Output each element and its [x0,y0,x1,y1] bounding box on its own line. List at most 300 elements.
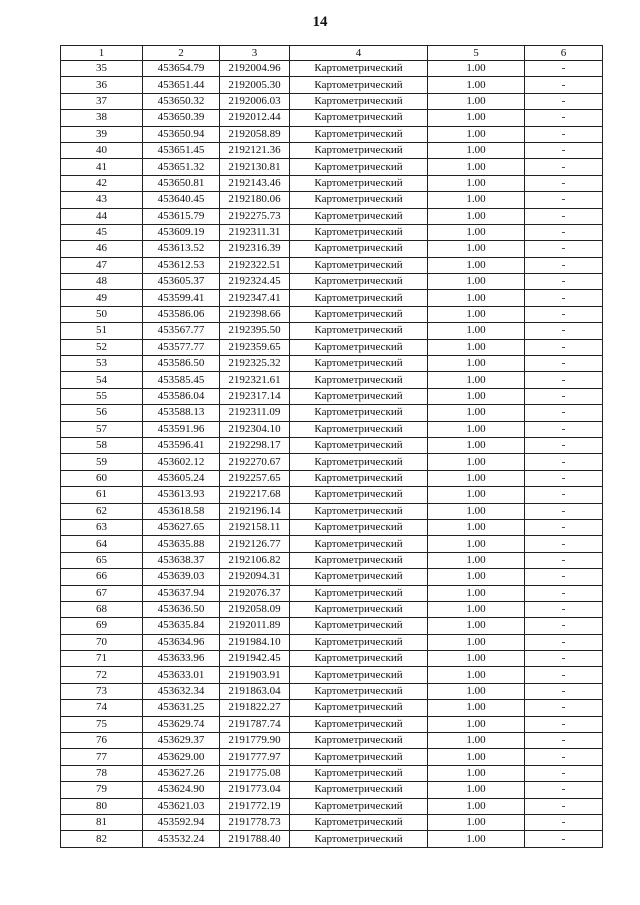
x-coordinate-cell: 453629.37 [143,733,220,749]
note-cell: - [525,208,603,224]
point-number-cell: 63 [61,519,143,535]
x-coordinate-cell: 453592.94 [143,814,220,830]
point-number-cell: 40 [61,142,143,158]
note-cell: - [525,618,603,634]
method-cell: Картометрический [290,339,428,355]
method-cell: Картометрический [290,142,428,158]
x-coordinate-cell: 453634.96 [143,634,220,650]
table-row [61,683,603,699]
x-coordinate-cell: 453654.79 [143,61,220,77]
accuracy-cell: 1.00 [428,814,525,830]
note-cell: - [525,700,603,716]
point-number-cell: 69 [61,618,143,634]
x-coordinate-cell: 453651.44 [143,77,220,93]
point-number-cell: 35 [61,61,143,77]
table-row [61,601,603,617]
note-cell: - [525,519,603,535]
table-row [61,77,603,93]
table-row [61,765,603,781]
point-number-cell: 82 [61,831,143,847]
y-coordinate-cell: 2192106.82 [220,552,290,568]
point-number-cell: 66 [61,569,143,585]
accuracy-cell: 1.00 [428,405,525,421]
accuracy-cell: 1.00 [428,700,525,716]
point-number-cell: 59 [61,454,143,470]
point-number-cell: 36 [61,77,143,93]
y-coordinate-cell: 2192130.81 [220,159,290,175]
method-cell: Картометрический [290,503,428,519]
note-cell: - [525,683,603,699]
accuracy-cell: 1.00 [428,716,525,732]
point-number-cell: 57 [61,421,143,437]
accuracy-cell: 1.00 [428,552,525,568]
x-coordinate-cell: 453615.79 [143,208,220,224]
method-cell: Картометрический [290,405,428,421]
accuracy-cell: 1.00 [428,257,525,273]
y-coordinate-cell: 2191775.08 [220,765,290,781]
y-coordinate-cell: 2191822.27 [220,700,290,716]
method-cell: Картометрический [290,159,428,175]
accuracy-cell: 1.00 [428,274,525,290]
accuracy-cell: 1.00 [428,323,525,339]
y-coordinate-cell: 2192359.65 [220,339,290,355]
table-row [61,421,603,437]
y-coordinate-cell: 2191772.19 [220,798,290,814]
accuracy-cell: 1.00 [428,159,525,175]
point-number-cell: 38 [61,110,143,126]
method-cell: Картометрический [290,487,428,503]
y-coordinate-cell: 2192058.09 [220,601,290,617]
table-row [61,306,603,322]
point-number-cell: 42 [61,175,143,191]
method-cell: Картометрический [290,192,428,208]
x-coordinate-cell: 453588.13 [143,405,220,421]
method-cell: Картометрический [290,831,428,847]
method-cell: Картометрический [290,61,428,77]
y-coordinate-cell: 2192217.68 [220,487,290,503]
y-coordinate-cell: 2192158.11 [220,519,290,535]
table-row [61,536,603,552]
point-number-cell: 54 [61,372,143,388]
x-coordinate-cell: 453586.06 [143,306,220,322]
x-coordinate-cell: 453650.39 [143,110,220,126]
x-coordinate-cell: 453650.32 [143,93,220,109]
accuracy-cell: 1.00 [428,667,525,683]
table-row [61,339,603,355]
table-row [61,290,603,306]
table-row [61,241,603,257]
accuracy-cell: 1.00 [428,142,525,158]
x-coordinate-cell: 453651.32 [143,159,220,175]
table-row [61,798,603,814]
y-coordinate-cell: 2192316.39 [220,241,290,257]
accuracy-cell: 1.00 [428,339,525,355]
point-number-cell: 67 [61,585,143,601]
accuracy-cell: 1.00 [428,634,525,650]
y-coordinate-cell: 2191787.74 [220,716,290,732]
accuracy-cell: 1.00 [428,765,525,781]
x-coordinate-cell: 453635.88 [143,536,220,552]
x-coordinate-cell: 453613.93 [143,487,220,503]
method-cell: Картометрический [290,421,428,437]
y-coordinate-cell: 2192275.73 [220,208,290,224]
accuracy-cell: 1.00 [428,126,525,142]
accuracy-cell: 1.00 [428,77,525,93]
y-coordinate-cell: 2192143.46 [220,175,290,191]
table-row [61,110,603,126]
table-row [61,716,603,732]
y-coordinate-cell: 2192004.96 [220,61,290,77]
column-header: 1 [61,46,143,61]
method-cell: Картометрический [290,257,428,273]
point-number-cell: 39 [61,126,143,142]
note-cell: - [525,241,603,257]
note-cell: - [525,306,603,322]
method-cell: Картометрический [290,618,428,634]
y-coordinate-cell: 2191984.10 [220,634,290,650]
accuracy-cell: 1.00 [428,733,525,749]
point-number-cell: 77 [61,749,143,765]
method-cell: Картометрический [290,224,428,240]
x-coordinate-cell: 453585.45 [143,372,220,388]
table-row [61,651,603,667]
x-coordinate-cell: 453627.26 [143,765,220,781]
accuracy-cell: 1.00 [428,110,525,126]
point-number-cell: 60 [61,470,143,486]
y-coordinate-cell: 2192180.06 [220,192,290,208]
table-row [61,274,603,290]
point-number-cell: 44 [61,208,143,224]
note-cell: - [525,487,603,503]
note-cell: - [525,814,603,830]
method-cell: Картометрический [290,536,428,552]
point-number-cell: 48 [61,274,143,290]
accuracy-cell: 1.00 [428,241,525,257]
note-cell: - [525,257,603,273]
x-coordinate-cell: 453631.25 [143,700,220,716]
note-cell: - [525,470,603,486]
y-coordinate-cell: 2192395.50 [220,323,290,339]
y-coordinate-cell: 2192094.31 [220,569,290,585]
method-cell: Картометрический [290,798,428,814]
method-cell: Картометрический [290,77,428,93]
y-coordinate-cell: 2192126.77 [220,536,290,552]
y-coordinate-cell: 2192311.09 [220,405,290,421]
point-number-cell: 79 [61,782,143,798]
note-cell: - [525,569,603,585]
y-coordinate-cell: 2191788.40 [220,831,290,847]
table-row [61,192,603,208]
method-cell: Картометрический [290,110,428,126]
x-coordinate-cell: 453621.03 [143,798,220,814]
method-cell: Картометрический [290,683,428,699]
point-number-cell: 45 [61,224,143,240]
method-cell: Картометрический [290,716,428,732]
y-coordinate-cell: 2191778.73 [220,814,290,830]
table-row [61,93,603,109]
y-coordinate-cell: 2192270.67 [220,454,290,470]
point-number-cell: 62 [61,503,143,519]
accuracy-cell: 1.00 [428,569,525,585]
table-row [61,503,603,519]
table-row [61,437,603,453]
table-row [61,356,603,372]
method-cell: Картометрический [290,437,428,453]
x-coordinate-cell: 453650.81 [143,175,220,191]
x-coordinate-cell: 453635.84 [143,618,220,634]
note-cell: - [525,339,603,355]
y-coordinate-cell: 2191903.91 [220,667,290,683]
table-row [61,700,603,716]
y-coordinate-cell: 2192011.89 [220,618,290,634]
point-number-cell: 58 [61,437,143,453]
note-cell: - [525,323,603,339]
point-number-cell: 73 [61,683,143,699]
point-number-cell: 71 [61,651,143,667]
note-cell: - [525,388,603,404]
table-row [61,552,603,568]
table-row [61,667,603,683]
x-coordinate-cell: 453627.65 [143,519,220,535]
table-row [61,405,603,421]
note-cell: - [525,356,603,372]
method-cell: Картометрический [290,356,428,372]
table-row [61,749,603,765]
note-cell: - [525,110,603,126]
note-cell: - [525,601,603,617]
note-cell: - [525,175,603,191]
y-coordinate-cell: 2191863.04 [220,683,290,699]
accuracy-cell: 1.00 [428,782,525,798]
table-row [61,142,603,158]
x-coordinate-cell: 453577.77 [143,339,220,355]
note-cell: - [525,290,603,306]
x-coordinate-cell: 453624.90 [143,782,220,798]
accuracy-cell: 1.00 [428,487,525,503]
x-coordinate-cell: 453629.00 [143,749,220,765]
accuracy-cell: 1.00 [428,192,525,208]
table-row [61,814,603,830]
note-cell: - [525,192,603,208]
x-coordinate-cell: 453609.19 [143,224,220,240]
x-coordinate-cell: 453586.04 [143,388,220,404]
point-number-cell: 65 [61,552,143,568]
accuracy-cell: 1.00 [428,388,525,404]
y-coordinate-cell: 2192298.17 [220,437,290,453]
y-coordinate-cell: 2192311.31 [220,224,290,240]
x-coordinate-cell: 453637.94 [143,585,220,601]
point-number-cell: 51 [61,323,143,339]
y-coordinate-cell: 2192304.10 [220,421,290,437]
x-coordinate-cell: 453586.50 [143,356,220,372]
y-coordinate-cell: 2192325.32 [220,356,290,372]
column-header: 4 [290,46,428,61]
table-row [61,126,603,142]
accuracy-cell: 1.00 [428,470,525,486]
method-cell: Картометрический [290,585,428,601]
y-coordinate-cell: 2192398.66 [220,306,290,322]
note-cell: - [525,93,603,109]
accuracy-cell: 1.00 [428,224,525,240]
accuracy-cell: 1.00 [428,585,525,601]
column-header: 5 [428,46,525,61]
note-cell: - [525,536,603,552]
point-number-cell: 50 [61,306,143,322]
point-number-cell: 74 [61,700,143,716]
method-cell: Картометрический [290,372,428,388]
point-number-cell: 80 [61,798,143,814]
table-row [61,487,603,503]
y-coordinate-cell: 2191779.90 [220,733,290,749]
x-coordinate-cell: 453596.41 [143,437,220,453]
accuracy-cell: 1.00 [428,601,525,617]
method-cell: Картометрический [290,569,428,585]
y-coordinate-cell: 2191773.04 [220,782,290,798]
note-cell: - [525,831,603,847]
accuracy-cell: 1.00 [428,93,525,109]
note-cell: - [525,503,603,519]
accuracy-cell: 1.00 [428,421,525,437]
accuracy-cell: 1.00 [428,306,525,322]
point-number-cell: 78 [61,765,143,781]
point-number-cell: 76 [61,733,143,749]
point-number-cell: 49 [61,290,143,306]
table-row [61,782,603,798]
x-coordinate-cell: 453633.96 [143,651,220,667]
method-cell: Картометрический [290,552,428,568]
method-cell: Картометрический [290,93,428,109]
table-row [61,634,603,650]
table-header-row [61,46,603,61]
y-coordinate-cell: 2192121.36 [220,142,290,158]
note-cell: - [525,77,603,93]
note-cell: - [525,159,603,175]
method-cell: Картометрический [290,782,428,798]
point-number-cell: 68 [61,601,143,617]
method-cell: Картометрический [290,651,428,667]
point-number-cell: 75 [61,716,143,732]
column-header: 2 [143,46,220,61]
accuracy-cell: 1.00 [428,749,525,765]
accuracy-cell: 1.00 [428,503,525,519]
method-cell: Картометрический [290,634,428,650]
x-coordinate-cell: 453633.01 [143,667,220,683]
coordinates-table [60,45,603,848]
table-row [61,257,603,273]
y-coordinate-cell: 2192324.45 [220,274,290,290]
x-coordinate-cell: 453602.12 [143,454,220,470]
x-coordinate-cell: 453532.24 [143,831,220,847]
note-cell: - [525,765,603,781]
table-row [61,569,603,585]
accuracy-cell: 1.00 [428,536,525,552]
y-coordinate-cell: 2192012.44 [220,110,290,126]
x-coordinate-cell: 453638.37 [143,552,220,568]
method-cell: Картометрический [290,700,428,716]
y-coordinate-cell: 2192005.30 [220,77,290,93]
point-number-cell: 53 [61,356,143,372]
y-coordinate-cell: 2191777.97 [220,749,290,765]
table-row [61,585,603,601]
note-cell: - [525,61,603,77]
note-cell: - [525,585,603,601]
point-number-cell: 43 [61,192,143,208]
accuracy-cell: 1.00 [428,831,525,847]
note-cell: - [525,224,603,240]
method-cell: Картометрический [290,601,428,617]
method-cell: Картометрический [290,765,428,781]
method-cell: Картометрический [290,814,428,830]
x-coordinate-cell: 453632.34 [143,683,220,699]
y-coordinate-cell: 2192006.03 [220,93,290,109]
accuracy-cell: 1.00 [428,290,525,306]
accuracy-cell: 1.00 [428,519,525,535]
y-coordinate-cell: 2192257.65 [220,470,290,486]
accuracy-cell: 1.00 [428,798,525,814]
x-coordinate-cell: 453605.24 [143,470,220,486]
table-row [61,454,603,470]
table-row [61,323,603,339]
note-cell: - [525,716,603,732]
point-number-cell: 41 [61,159,143,175]
table-row [61,159,603,175]
table-row [61,388,603,404]
point-number-cell: 56 [61,405,143,421]
method-cell: Картометрический [290,306,428,322]
note-cell: - [525,421,603,437]
page-number: 14 [312,14,328,30]
note-cell: - [525,651,603,667]
note-cell: - [525,667,603,683]
method-cell: Картометрический [290,323,428,339]
note-cell: - [525,372,603,388]
table-row [61,208,603,224]
column-header: 6 [525,46,603,61]
accuracy-cell: 1.00 [428,61,525,77]
note-cell: - [525,749,603,765]
point-number-cell: 61 [61,487,143,503]
accuracy-cell: 1.00 [428,454,525,470]
note-cell: - [525,437,603,453]
table-row [61,618,603,634]
accuracy-cell: 1.00 [428,356,525,372]
method-cell: Картометрический [290,733,428,749]
x-coordinate-cell: 453640.45 [143,192,220,208]
method-cell: Картометрический [290,454,428,470]
note-cell: - [525,142,603,158]
accuracy-cell: 1.00 [428,651,525,667]
method-cell: Картометрический [290,290,428,306]
table-row [61,224,603,240]
method-cell: Картометрический [290,388,428,404]
method-cell: Картометрический [290,274,428,290]
table-row [61,175,603,191]
accuracy-cell: 1.00 [428,437,525,453]
note-cell: - [525,634,603,650]
method-cell: Картометрический [290,208,428,224]
note-cell: - [525,405,603,421]
note-cell: - [525,552,603,568]
x-coordinate-cell: 453629.74 [143,716,220,732]
method-cell: Картометрический [290,470,428,486]
table-row [61,372,603,388]
accuracy-cell: 1.00 [428,208,525,224]
column-header: 3 [220,46,290,61]
y-coordinate-cell: 2192058.89 [220,126,290,142]
note-cell: - [525,798,603,814]
table-row [61,733,603,749]
method-cell: Картометрический [290,749,428,765]
